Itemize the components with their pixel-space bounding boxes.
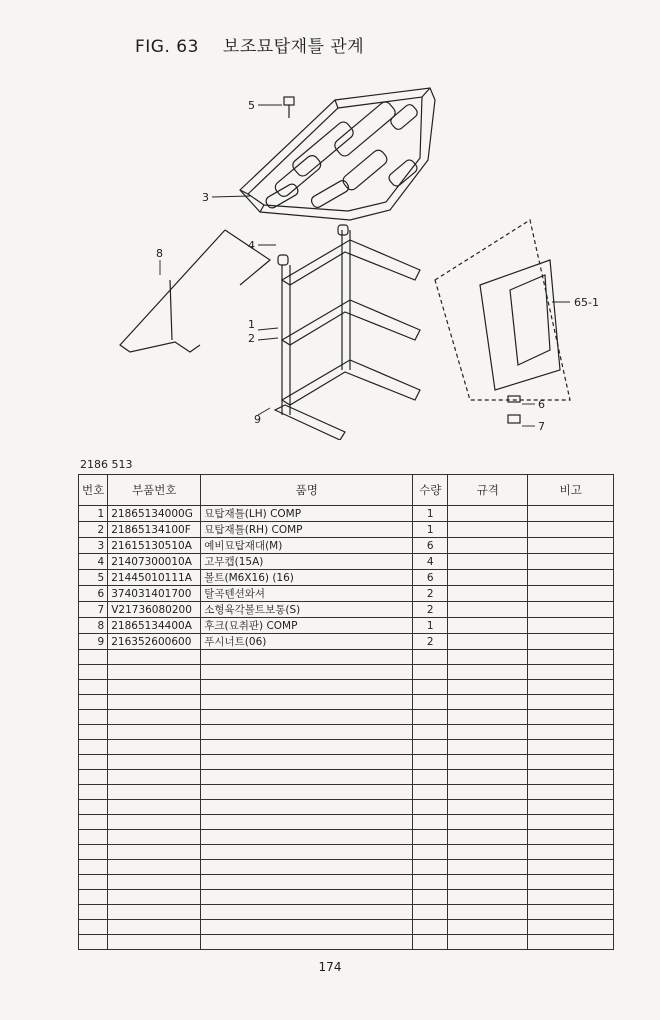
cell-spec [448, 665, 528, 680]
cell-part [108, 740, 201, 755]
cell-no [79, 710, 108, 725]
cell-qty: 1 [413, 506, 448, 522]
cell-no [79, 725, 108, 740]
table-row [79, 538, 614, 554]
cell-no [79, 860, 108, 875]
cell-no [79, 800, 108, 815]
cell-name: 묘탑재틀(RH) COMP [201, 522, 413, 538]
leader-lines [160, 105, 570, 426]
cell-qty [413, 935, 448, 950]
table-row [79, 680, 614, 695]
table-row [79, 602, 614, 618]
cell-qty [413, 665, 448, 680]
cell-remark [528, 740, 614, 755]
cell-part [108, 905, 201, 920]
callout-4: 4 [248, 239, 255, 252]
cell-spec [448, 602, 528, 618]
cell-part [108, 785, 201, 800]
cell-part [108, 725, 201, 740]
table-row [79, 618, 614, 634]
cell-part [108, 920, 201, 935]
bolt-drawing [284, 97, 294, 118]
table-row [79, 586, 614, 602]
cell-no [79, 905, 108, 920]
callout-2: 2 [248, 332, 255, 345]
cell-qty: 2 [413, 634, 448, 650]
cell-remark [528, 890, 614, 905]
cell-no [79, 815, 108, 830]
cell-part [108, 845, 201, 860]
cell-remark [528, 570, 614, 586]
cell-spec [448, 845, 528, 860]
cell-spec [448, 710, 528, 725]
cell-name [201, 935, 413, 950]
callout-5: 5 [248, 99, 255, 112]
callout-3: 3 [202, 191, 209, 204]
table-row [79, 785, 614, 800]
cell-no [79, 695, 108, 710]
cell-qty [413, 755, 448, 770]
cell-spec [448, 680, 528, 695]
cell-name: 볼트(M6X16) (16) [201, 570, 413, 586]
cell-remark [528, 602, 614, 618]
cell-part [108, 935, 201, 950]
cell-spec [448, 800, 528, 815]
cell-remark [528, 905, 614, 920]
cell-part [108, 680, 201, 695]
cell-no: 4 [79, 554, 108, 570]
table-row [79, 695, 614, 710]
cell-spec [448, 650, 528, 665]
cell-no: 8 [79, 618, 108, 634]
cell-no: 2 [79, 522, 108, 538]
figure-title: 보조묘탑재틀 관계 [222, 37, 365, 57]
rack-drawing [275, 225, 420, 440]
parts-diagram [90, 70, 600, 440]
cell-remark [528, 755, 614, 770]
cell-name: 탈곡텐션와셔 [201, 586, 413, 602]
cell-no [79, 920, 108, 935]
cell-qty [413, 740, 448, 755]
cell-no: 9 [79, 634, 108, 650]
table-row [79, 920, 614, 935]
header-remark: 비고 [528, 475, 614, 506]
cell-qty: 1 [413, 618, 448, 634]
callout-1: 1 [248, 318, 255, 331]
cell-name [201, 650, 413, 665]
cell-no [79, 785, 108, 800]
cell-name [201, 665, 413, 680]
cell-spec [448, 538, 528, 554]
document-code: 2186 513 [80, 458, 133, 471]
table-row [79, 740, 614, 755]
cell-no [79, 875, 108, 890]
cell-part [108, 890, 201, 905]
table-row [79, 570, 614, 586]
cell-part [108, 755, 201, 770]
cell-name [201, 815, 413, 830]
cell-qty [413, 785, 448, 800]
cell-name [201, 680, 413, 695]
cell-qty [413, 830, 448, 845]
cell-remark [528, 725, 614, 740]
cell-no [79, 680, 108, 695]
table-row [79, 830, 614, 845]
table-row [79, 506, 614, 522]
cell-spec [448, 830, 528, 845]
cell-no [79, 935, 108, 950]
cell-part [108, 800, 201, 815]
cell-qty: 6 [413, 538, 448, 554]
cell-part [108, 695, 201, 710]
cell-remark [528, 935, 614, 950]
cell-spec [448, 905, 528, 920]
header-spec: 규격 [448, 475, 528, 506]
cell-remark [528, 770, 614, 785]
cell-spec [448, 522, 528, 538]
cell-remark [528, 710, 614, 725]
table-row [79, 770, 614, 785]
cell-spec [448, 740, 528, 755]
cell-no [79, 830, 108, 845]
cell-spec [448, 695, 528, 710]
cell-qty: 6 [413, 570, 448, 586]
cell-qty: 2 [413, 586, 448, 602]
cell-spec [448, 890, 528, 905]
cell-qty [413, 680, 448, 695]
cell-qty: 1 [413, 522, 448, 538]
cell-name: 소형육각볼트보통(S) [201, 602, 413, 618]
cell-part [108, 815, 201, 830]
cell-name [201, 785, 413, 800]
cell-name: 예비묘탑재대(M) [201, 538, 413, 554]
cell-part: 21615130510A [108, 538, 201, 554]
callout-65-1: 65-1 [574, 296, 599, 309]
cell-name [201, 830, 413, 845]
table-row [79, 860, 614, 875]
cell-part [108, 875, 201, 890]
cell-remark [528, 800, 614, 815]
cell-remark [528, 618, 614, 634]
table-row [79, 554, 614, 570]
table-row [79, 634, 614, 650]
callout-9: 9 [254, 413, 261, 426]
cell-no: 3 [79, 538, 108, 554]
cell-remark [528, 815, 614, 830]
cell-qty [413, 845, 448, 860]
cell-name [201, 920, 413, 935]
cell-spec [448, 785, 528, 800]
cell-qty [413, 920, 448, 935]
parts-table-body [79, 506, 614, 950]
cell-qty [413, 905, 448, 920]
cell-qty [413, 710, 448, 725]
cell-qty [413, 770, 448, 785]
table-row [79, 845, 614, 860]
cell-qty: 2 [413, 602, 448, 618]
cell-remark [528, 538, 614, 554]
cell-no [79, 890, 108, 905]
cell-spec [448, 618, 528, 634]
cell-spec [448, 770, 528, 785]
cell-remark [528, 586, 614, 602]
cell-part [108, 650, 201, 665]
cell-remark [528, 845, 614, 860]
table-row [79, 890, 614, 905]
cell-name [201, 695, 413, 710]
table-row [79, 815, 614, 830]
cell-name [201, 740, 413, 755]
cell-spec [448, 634, 528, 650]
cell-no: 5 [79, 570, 108, 586]
table-header-row [79, 475, 614, 506]
table-row [79, 875, 614, 890]
header-quantity: 수량 [413, 475, 448, 506]
callout-6: 6 [538, 398, 545, 411]
cell-qty [413, 875, 448, 890]
cell-qty: 4 [413, 554, 448, 570]
cell-spec [448, 875, 528, 890]
cell-spec [448, 935, 528, 950]
cell-remark [528, 920, 614, 935]
cell-qty [413, 695, 448, 710]
cell-name [201, 890, 413, 905]
cell-part: 374031401700 [108, 586, 201, 602]
cell-name: 고무캡(15A) [201, 554, 413, 570]
cell-name [201, 725, 413, 740]
cell-qty [413, 650, 448, 665]
cell-remark [528, 650, 614, 665]
table-row [79, 710, 614, 725]
cell-no: 1 [79, 506, 108, 522]
callout-8: 8 [156, 247, 163, 260]
page-number: 174 [318, 960, 342, 974]
cell-part: 216352600600 [108, 634, 201, 650]
table-row [79, 905, 614, 920]
cell-spec [448, 570, 528, 586]
cell-qty [413, 860, 448, 875]
cell-name [201, 800, 413, 815]
cell-spec [448, 725, 528, 740]
cell-no: 6 [79, 586, 108, 602]
cell-remark [528, 860, 614, 875]
table-row [79, 725, 614, 740]
cell-remark [528, 680, 614, 695]
cell-no [79, 665, 108, 680]
cell-remark [528, 634, 614, 650]
cell-part: 21865134000G [108, 506, 201, 522]
cell-name [201, 875, 413, 890]
cell-qty [413, 725, 448, 740]
cell-part [108, 770, 201, 785]
cell-name: 푸시너트(06) [201, 634, 413, 650]
cell-spec [448, 755, 528, 770]
cell-spec [448, 815, 528, 830]
header-part-name: 품명 [201, 475, 413, 506]
cell-spec [448, 586, 528, 602]
cell-remark [528, 695, 614, 710]
table-row [79, 665, 614, 680]
callout-7: 7 [538, 420, 545, 433]
cell-remark [528, 830, 614, 845]
cell-spec [448, 860, 528, 875]
header-part-number: 부품번호 [108, 475, 201, 506]
cell-no [79, 845, 108, 860]
table-row [79, 755, 614, 770]
cell-part [108, 710, 201, 725]
cell-name [201, 905, 413, 920]
cell-part [108, 860, 201, 875]
table-row [79, 935, 614, 950]
cell-name: 후크(묘취판) COMP [201, 618, 413, 634]
cell-part: 21865134400A [108, 618, 201, 634]
table-row [79, 800, 614, 815]
cell-part: V21736080200 [108, 602, 201, 618]
cell-no [79, 740, 108, 755]
figure-number: FIG. 63 [135, 37, 199, 57]
cell-part [108, 830, 201, 845]
cell-name [201, 770, 413, 785]
cell-remark [528, 875, 614, 890]
cell-no [79, 650, 108, 665]
cell-part: 21445010111A [108, 570, 201, 586]
cell-spec [448, 554, 528, 570]
cell-remark [528, 665, 614, 680]
cell-qty [413, 800, 448, 815]
cell-no [79, 770, 108, 785]
parts-table [78, 474, 614, 950]
cell-remark [528, 522, 614, 538]
cell-remark [528, 506, 614, 522]
header-no: 번호 [79, 475, 108, 506]
cell-part [108, 665, 201, 680]
cell-name [201, 860, 413, 875]
cell-name [201, 710, 413, 725]
cell-spec [448, 920, 528, 935]
cell-part: 21865134100F [108, 522, 201, 538]
cell-name [201, 845, 413, 860]
tray-drawing [240, 88, 435, 220]
cell-qty [413, 890, 448, 905]
cell-name [201, 755, 413, 770]
cell-no [79, 755, 108, 770]
cell-remark [528, 785, 614, 800]
figure-heading [135, 32, 388, 57]
cell-qty [413, 815, 448, 830]
cell-remark [528, 554, 614, 570]
cell-no: 7 [79, 602, 108, 618]
detail-drawing [435, 220, 570, 423]
cell-part: 21407300010A [108, 554, 201, 570]
cell-spec [448, 506, 528, 522]
table-row [79, 522, 614, 538]
table-row [79, 650, 614, 665]
cell-name: 묘탑재틀(LH) COMP [201, 506, 413, 522]
